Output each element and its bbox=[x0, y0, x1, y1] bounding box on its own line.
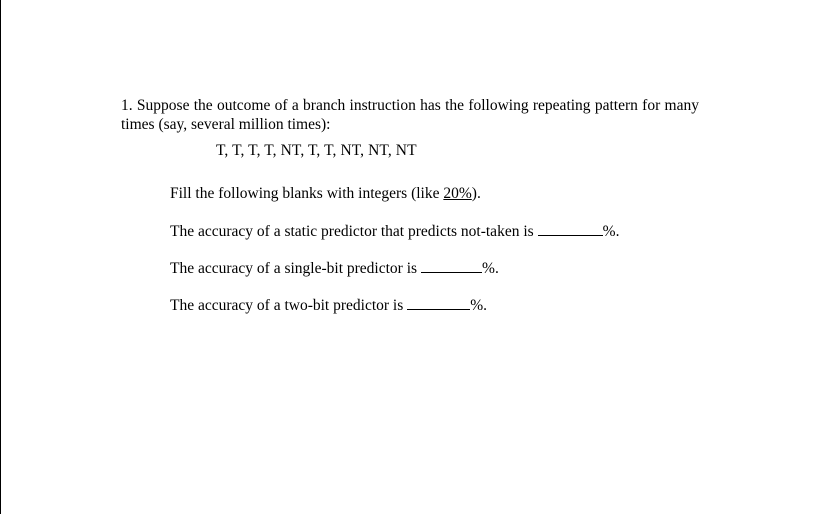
question-text: 1. Suppose the outcome of a branch instruction has the following repeating pattern for many times (say, several million times): bbox=[121, 97, 699, 133]
single-bit-predictor-suffix: %. bbox=[482, 260, 499, 277]
instruction-suffix: ). bbox=[471, 185, 481, 202]
two-bit-predictor-suffix: %. bbox=[470, 297, 488, 314]
single-bit-predictor-label: The accuracy of a single-bit predictor is bbox=[170, 260, 418, 277]
instruction-prefix: Fill the following blanks with integers (like bbox=[170, 185, 444, 202]
static-predictor-label: The accuracy of a static predictor that predicts not-taken is bbox=[170, 223, 534, 240]
branch-pattern: T, T, T, T, NT, T, T, NT, NT, NT bbox=[216, 142, 417, 159]
static-predictor-line bbox=[170, 222, 619, 242]
instruction-line bbox=[170, 184, 481, 204]
instruction-example: 20% bbox=[443, 185, 472, 202]
single-bit-predictor-line bbox=[170, 259, 499, 279]
two-bit-predictor-blank[interactable] bbox=[407, 296, 470, 310]
static-predictor-blank[interactable] bbox=[538, 222, 603, 236]
single-bit-predictor-blank[interactable] bbox=[421, 259, 482, 273]
two-bit-predictor-line bbox=[170, 296, 487, 316]
two-bit-predictor-label: The accuracy of a two-bit predictor is bbox=[170, 297, 404, 314]
static-predictor-suffix: %. bbox=[602, 223, 620, 240]
